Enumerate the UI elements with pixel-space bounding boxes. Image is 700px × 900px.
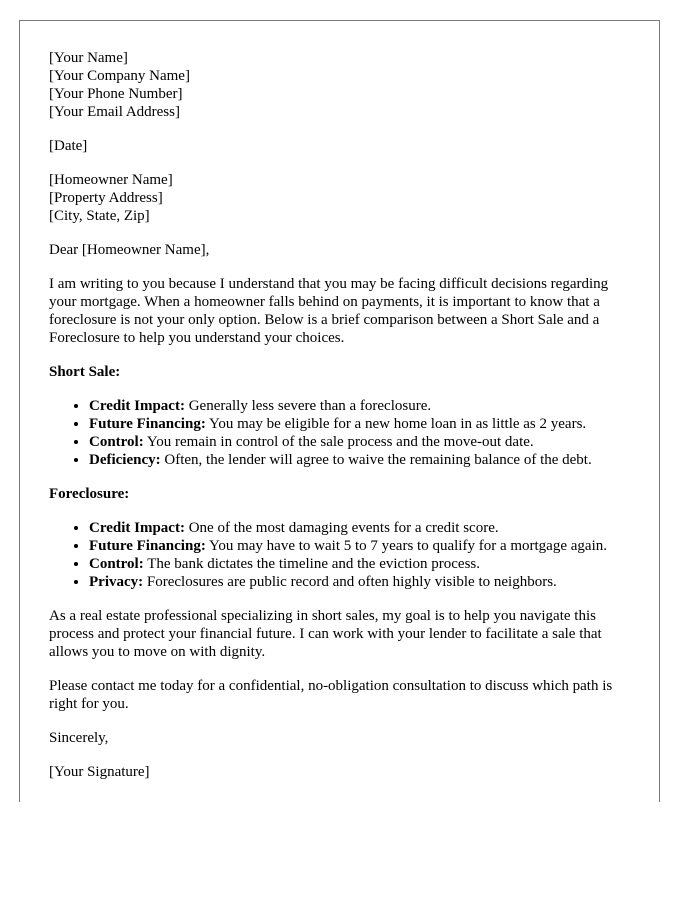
point-term: Control: xyxy=(89,556,144,572)
letter-date: [Date] xyxy=(49,138,88,154)
point-text: You remain in control of the sale process and the move-out date. xyxy=(143,434,534,450)
short-sale-heading: Short Sale: xyxy=(49,364,121,380)
point-text: One of the most damaging events for a credit score. xyxy=(184,520,499,536)
sender-block xyxy=(49,49,639,121)
signature: [Your Signature] xyxy=(49,764,150,780)
recipient-city-state-zip: [City, State, Zip] xyxy=(49,208,150,224)
sender-name: [Your Name] xyxy=(49,50,128,66)
list-item xyxy=(89,519,639,537)
point-term: Future Financing: xyxy=(89,538,206,554)
sign-off: Sincerely, xyxy=(49,730,109,746)
list-item xyxy=(89,451,639,469)
letter-page xyxy=(19,20,660,802)
point-term: Credit Impact: xyxy=(89,398,185,414)
point-term: Future Financing: xyxy=(89,416,206,432)
point-term: Deficiency: xyxy=(89,452,161,468)
list-item xyxy=(89,555,639,573)
list-item xyxy=(89,433,639,451)
list-item xyxy=(89,397,639,415)
point-text: You may be eligible for a new home loan in as little as 2 years. xyxy=(205,416,587,432)
point-term: Credit Impact: xyxy=(89,520,185,536)
recipient-address: [Property Address] xyxy=(49,190,163,206)
call-to-action-paragraph: Please contact me today for a confidential, no-obligation consultation to discuss which path is right for you. xyxy=(49,678,613,712)
intro-paragraph: I am writing to you because I understand that you may be facing difficult decisions regarding your mortgage. When a homeowner falls behind on payments, it is important to know that a foreclosure is not your only option. Below is a brief comparison between a Short Sale and a Foreclosure to help you understand your choices. xyxy=(49,276,609,346)
list-item xyxy=(89,573,639,591)
sender-company: [Your Company Name] xyxy=(49,68,190,84)
foreclosure-heading: Foreclosure: xyxy=(49,486,130,502)
point-term: Control: xyxy=(89,434,144,450)
point-text: The bank dictates the timeline and the eviction process. xyxy=(143,556,481,572)
sender-phone: [Your Phone Number] xyxy=(49,86,183,102)
point-term: Privacy: xyxy=(89,574,144,590)
list-item xyxy=(89,415,639,433)
point-text: You may have to wait 5 to 7 years to qualify for a mortgage again. xyxy=(205,538,607,554)
recipient-block xyxy=(49,171,639,225)
sender-email: [Your Email Address] xyxy=(49,104,180,120)
foreclosure-list xyxy=(49,519,639,591)
list-item xyxy=(89,537,639,555)
date-block xyxy=(49,137,639,155)
salutation: Dear [Homeowner Name], xyxy=(49,242,210,258)
closing-paragraph: As a real estate professional specializing in short sales, my goal is to help you navigate this process and protect your financial future. I can work with your lender to facilitate a sale that allows you to move on with dignity. xyxy=(49,608,602,660)
point-text: Generally less severe than a foreclosure. xyxy=(184,398,432,414)
recipient-name: [Homeowner Name] xyxy=(49,172,173,188)
point-text: Foreclosures are public record and often highly visible to neighbors. xyxy=(143,574,557,590)
letter-body xyxy=(49,49,639,797)
point-text: Often, the lender will agree to waive the remaining balance of the debt. xyxy=(160,452,592,468)
short-sale-list xyxy=(49,397,639,469)
